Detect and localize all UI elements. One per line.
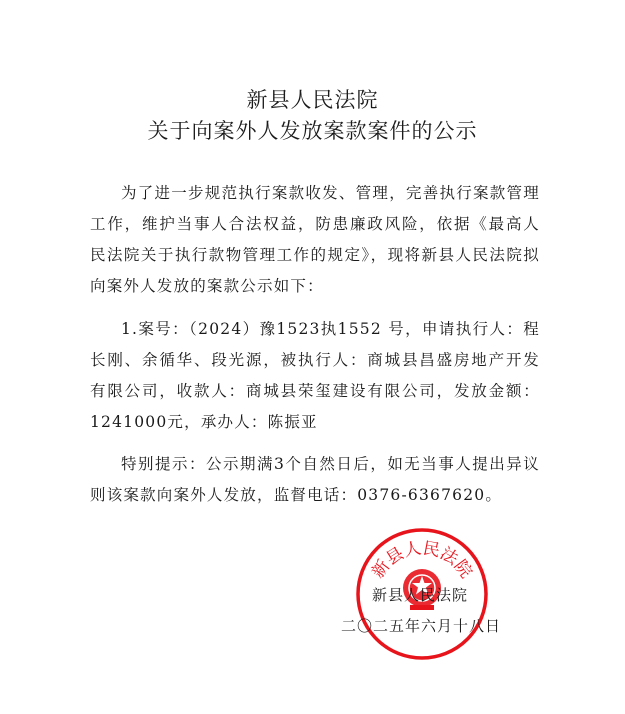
- special-notice-paragraph: 特别提示：公示期满3个自然日后，如无当事人提出异议则该案款向案外人发放，监督电话：0376-6367620。: [90, 455, 540, 504]
- notice-title: 关于向案外人发放案款案件的公示: [147, 119, 478, 143]
- case-details-paragraph: 1.案号：（2024）豫1523执1552 号，申请执行人：程长刚、余循华、段光源，被执行人：商城县昌盛房地产开发有限公司，收款人：商城县荣玺建设有限公司，发放金额：1241000元，承办人：陈振亚: [90, 320, 540, 431]
- court-name-title: 新县人民法院: [246, 88, 379, 112]
- seal-arc-text: 新县人民法院: [368, 538, 476, 583]
- signature-date: 二〇二五年六月十八日: [341, 617, 502, 635]
- intro-paragraph: 为了进一步规范执行案款收发、管理，完善执行案款管理工作，维护当事人合法权益，防患廉政风险，依据《最高人民法院关于执行款物管理工作的规定》，现将新县人民法院拟向案外人发放的案款公示如下：: [90, 184, 540, 295]
- signature-org: 新县人民法院: [372, 586, 469, 604]
